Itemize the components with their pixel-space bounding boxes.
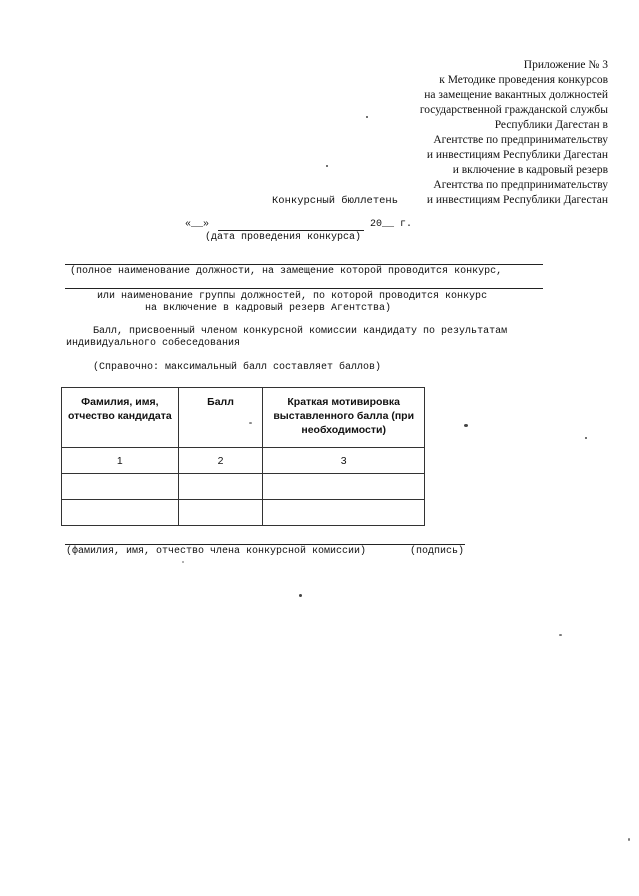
scan-speck: [559, 634, 562, 636]
table-header-row: [62, 388, 425, 448]
signature-line: [65, 544, 465, 545]
appendix-header: [308, 58, 608, 208]
appendix-line: и инвестициям Республики Дагестан: [426, 194, 608, 206]
position-caption-line3: на включение в кадровый резерв Агентства): [145, 303, 392, 314]
table-cell: [263, 474, 425, 500]
date-month-underline: [218, 230, 364, 231]
scan-speck: [464, 424, 468, 427]
table-cell: 3: [263, 448, 425, 474]
scan-speck: [366, 116, 368, 118]
scan-speck: [182, 561, 184, 563]
scan-speck: [299, 594, 302, 597]
appendix-line: и включение в кадровый резерв: [452, 164, 608, 176]
scan-speck: [326, 165, 328, 167]
bulletin-table: [61, 387, 425, 526]
scan-speck: [628, 838, 630, 841]
table-row: [62, 448, 425, 474]
appendix-line: на замещение вакантных должностей: [424, 89, 608, 101]
reference-note: (Справочно: максимальный балл составляет баллов): [93, 362, 382, 373]
score-text-line2: индивидуального собеседования: [66, 338, 241, 349]
scan-speck: [249, 422, 252, 424]
table-row: [62, 474, 425, 500]
appendix-line: Республики Дагестан в: [494, 119, 608, 131]
table-row: [62, 500, 425, 526]
table-cell: [62, 474, 179, 500]
appendix-line: Агентстве по предпринимательству: [433, 134, 608, 146]
date-year-placeholder: 20__ г.: [370, 219, 413, 230]
date-caption: (дата проведения конкурса): [205, 232, 362, 243]
appendix-line: Агентства по предпринимательству: [433, 179, 608, 191]
table-cell: 2: [178, 448, 263, 474]
signature-fio-caption: (фамилия, имя, отчество члена конкурсной комиссии): [66, 546, 367, 557]
document-title: Конкурсный бюллетень: [272, 195, 399, 207]
appendix-line: и инвестициям Республики Дагестан: [426, 149, 608, 161]
table-cell: [178, 500, 263, 526]
appendix-line: к Методике проведения конкурсов: [439, 74, 608, 86]
table-cell: [62, 500, 179, 526]
position-name-line: [65, 264, 543, 265]
appendix-line: государственной гражданской службы: [419, 104, 608, 116]
header-score: Балл: [178, 388, 263, 448]
table-cell: [263, 500, 425, 526]
score-text-line1: Балл, присвоенный членом конкурсной комиссии кандидату по результатам: [93, 326, 508, 337]
scan-speck: [585, 437, 587, 439]
header-candidate-name: Фамилия, имя, отчество кандидата: [62, 388, 179, 448]
appendix-line: Приложение № 3: [523, 59, 608, 71]
position-group-line: [65, 288, 543, 289]
table-cell: [178, 474, 263, 500]
signature-sign-caption: (подпись): [410, 546, 465, 557]
position-caption-line2: или наименование группы должностей, по которой проводится конкурс: [97, 291, 488, 302]
table-cell: 1: [62, 448, 179, 474]
header-motivation: Краткая мотивировка выставленного балла (при необходимости): [263, 388, 425, 448]
position-caption-line1: (полное наименование должности, на замещение которой проводится конкурс,: [70, 266, 503, 277]
date-day-placeholder: «__»: [185, 219, 210, 230]
